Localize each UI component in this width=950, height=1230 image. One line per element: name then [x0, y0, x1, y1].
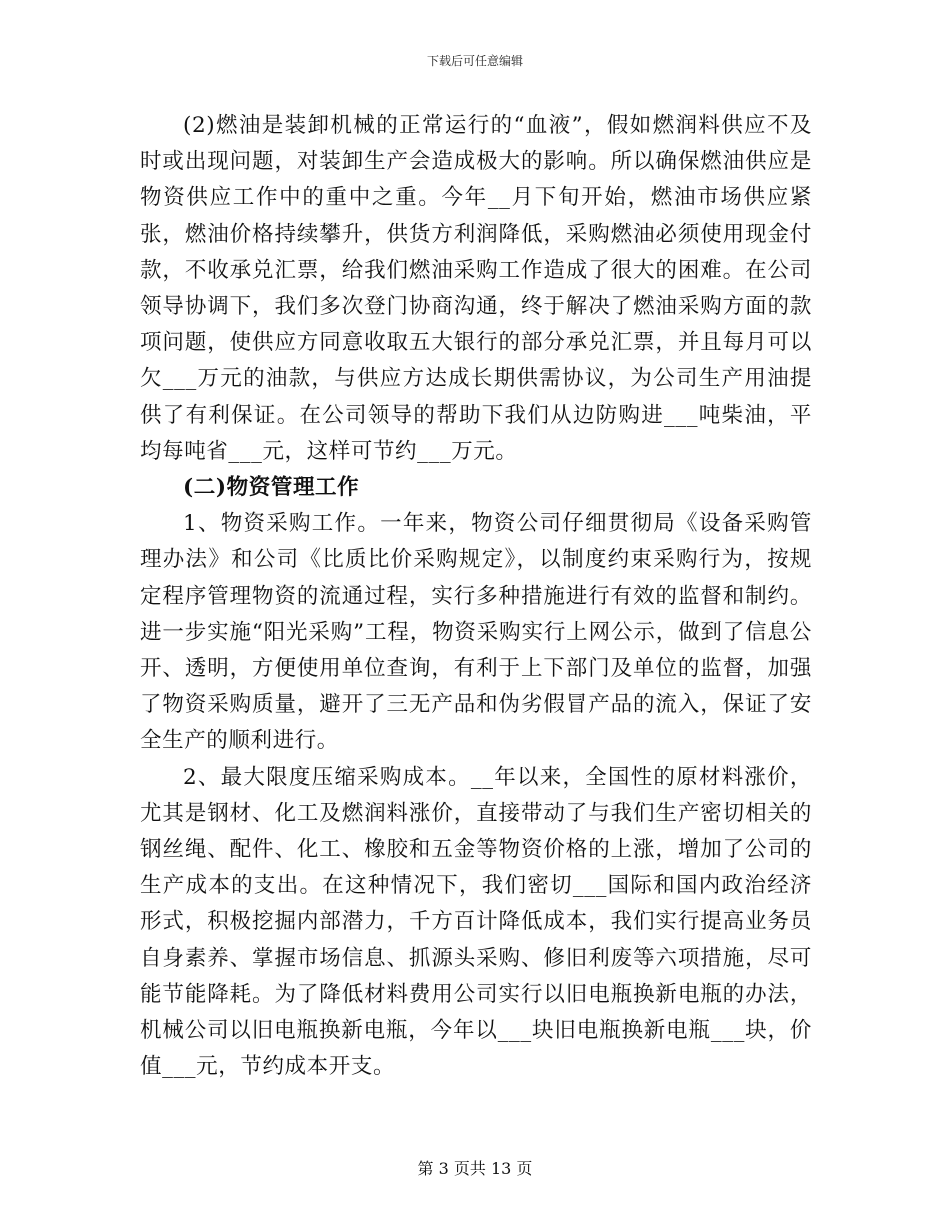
page-number-footer: 第 3 页共 13 页 [417, 1159, 533, 1178]
document-body [140, 108, 812, 1085]
paragraph-fuel-supply: (2)燃油是装卸机械的正常运行的“血液”，假如燃润料供应不及时或出现问题，对装卸生产会造成极大的影响。所以确保燃油供应是物资供应工作中的重中之重。今年__月下旬开始，燃油市场供应紧张，燃油价格持续攀升，供货方利润降低，采购燃油必须使用现金付款，不收承兑汇票，给我们燃油采购工作造成了很大的困难。在公司领导协调下，我们多次登门协商沟通，终于解决了燃油采购方面的款项问题，使供应方同意收取五大银行的部分承兑汇票，并且每月可以欠___万元的油款，与供应方达成长期供需协议，为公司生产用油提供了有利保证。在公司领导的帮助下我们从边防购进___吨柴油，平均每吨省___元，这样可节约___万元。 [140, 113, 812, 464]
page-header: 下载后可任意编辑 [426, 54, 523, 68]
paragraph-material-procurement: 1、物资采购工作。一年来，物资公司仔细贯彻局《设备采购管理办法》和公司《比质比价采购规定》，以制度约束采购行为，按规定程序管理物资的流通过程，实行多种措施进行有效的监督和制约。进一步实施“阳光采购”工程，物资采购实行上网公示，做到了信息公开、透明，方便使用单位查询，有利于上下部门及单位的监督，加强了物资采购质量，避开了三无产品和伪劣假冒产品的流入，保证了安全生产的顺利进行。 [140, 511, 812, 754]
section-heading-material-management: (二)物资管理工作 [183, 475, 360, 501]
paragraph-cost-reduction: 2、最大限度压缩采购成本。__年以来，全国性的原材料涨价，尤其是钢材、化工及燃润料涨价，直接带动了与我们生产密切相关的钢丝绳、配件、化工、橡胶和五金等物资价格的上涨，增加了公司的生产成本的支出。在这种情况下，我们密切___国际和国内政治经济形式，积极挖掘内部潜力，千方百计降低成本，我们实行提高业务员自身素养、掌握市场信息、抓源头采购、修旧利废等六项措施，尽可能节能降耗。为了降低材料费用公司实行以旧电瓶换新电瓶的办法，机械公司以旧电瓶换新电瓶，今年以___块旧电瓶换新电瓶___块，价值___元，节约成本开支。 [140, 764, 812, 1080]
